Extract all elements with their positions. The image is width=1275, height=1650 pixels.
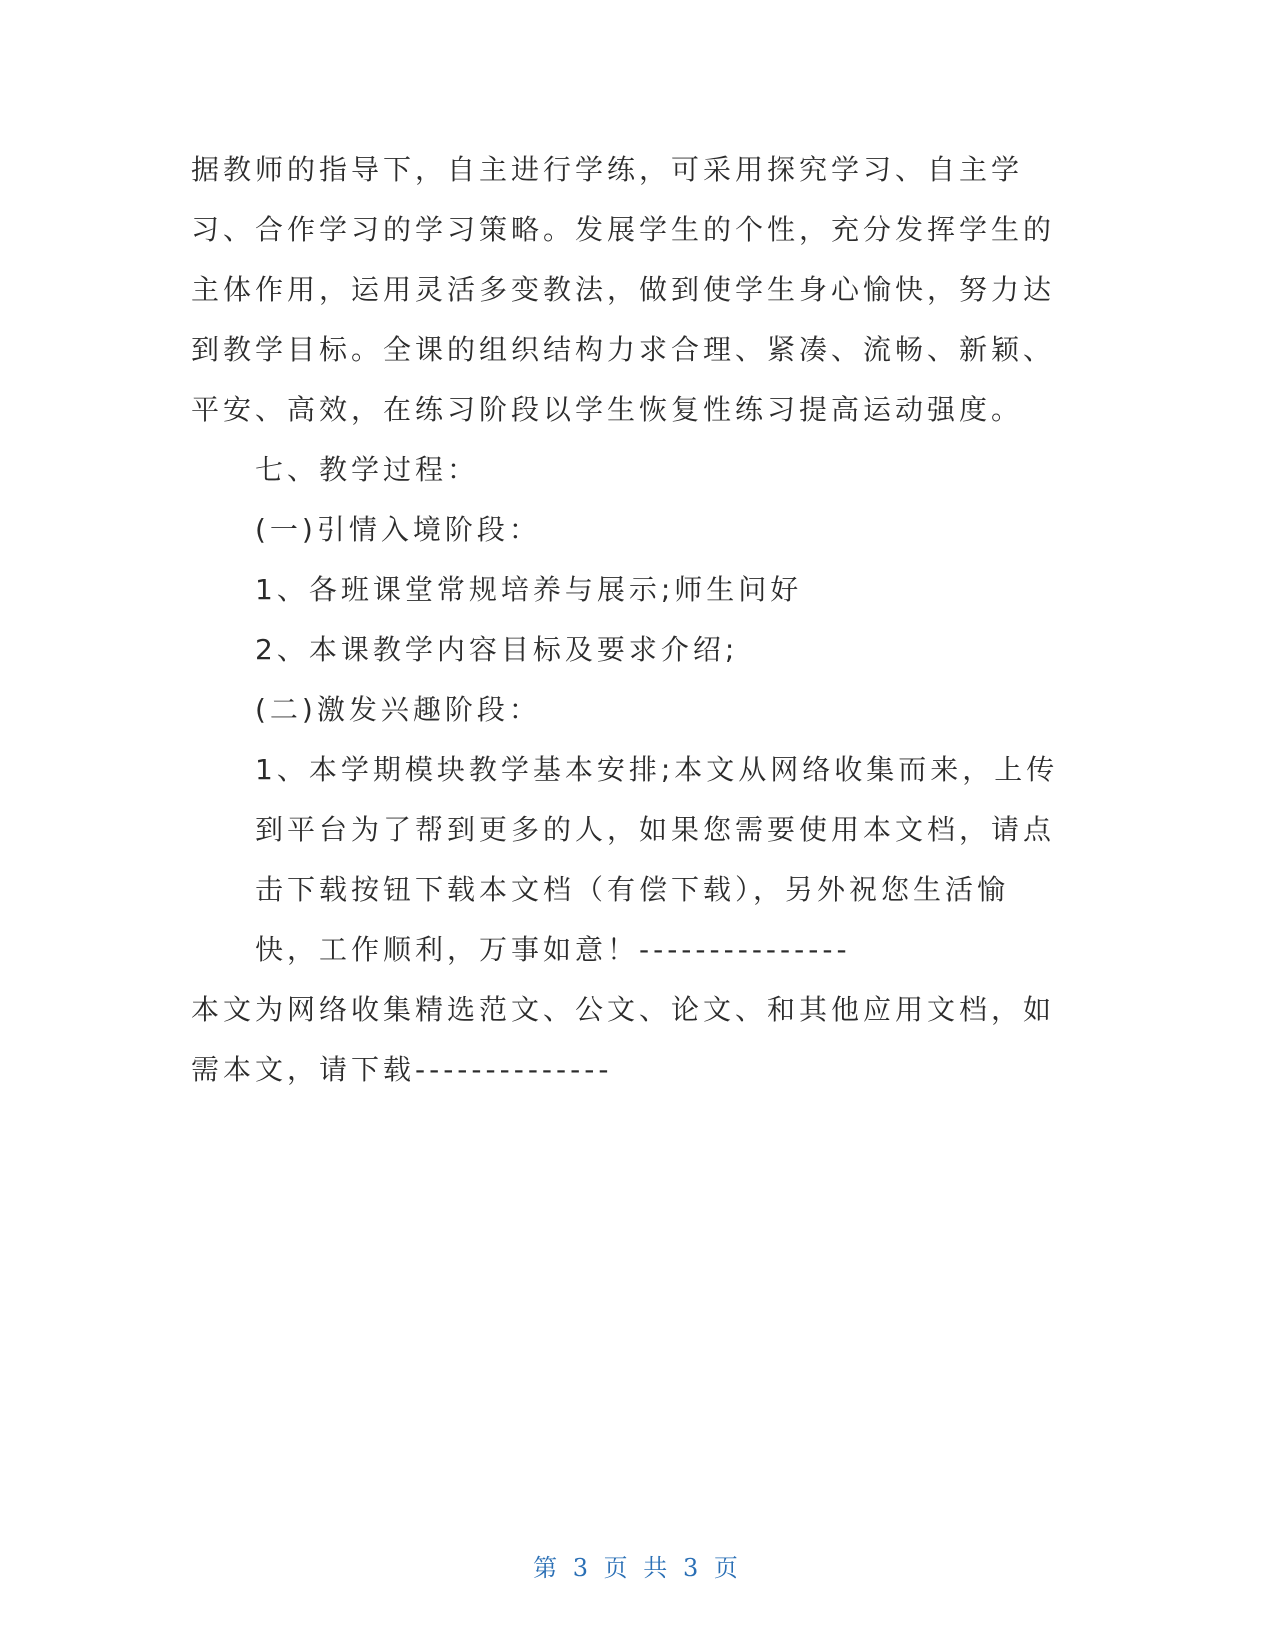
document-body	[191, 140, 1071, 1100]
list-item-lesson-goals: 2、本课教学内容目标及要求介绍;	[255, 633, 739, 666]
paragraph-teaching-method: 据教师的指导下，自主进行学练，可采用探究学习、自主学习、合作学习的学习策略。发展学生的个性，充分发挥学生的主体作用，运用灵活多变教法，做到使学生身心愉快，努力达到教学目标。全课的组织结构力求合理、紧凑、流畅、新颖、平安、高效，在练习阶段以学生恢复性练习提高运动强度。	[191, 153, 1056, 426]
heading-teaching-process: 七、教学过程：	[255, 453, 480, 486]
subheading-stage-two: (二)激发兴趣阶段：	[255, 693, 541, 726]
paragraph-download-notice: 本文为网络收集精选范文、公文、论文、和其他应用文档，如需本文，请下载--------------	[191, 993, 1056, 1086]
list-item-semester-plan: 1、本学期模块教学基本安排;本文从网络收集而来，上传到平台为了帮到更多的人，如果您需要使用本文档，请点击下载按钮下载本文档（有偿下载），另外祝您生活愉快，工作顺利，万事如意！---------------	[255, 753, 1059, 966]
list-item-class-routine: 1、各班课堂常规培养与展示;师生问好	[255, 573, 803, 606]
subheading-stage-one: (一)引情入境阶段：	[255, 513, 541, 546]
page-number-footer: 第 3 页 共 3 页	[533, 1554, 742, 1582]
